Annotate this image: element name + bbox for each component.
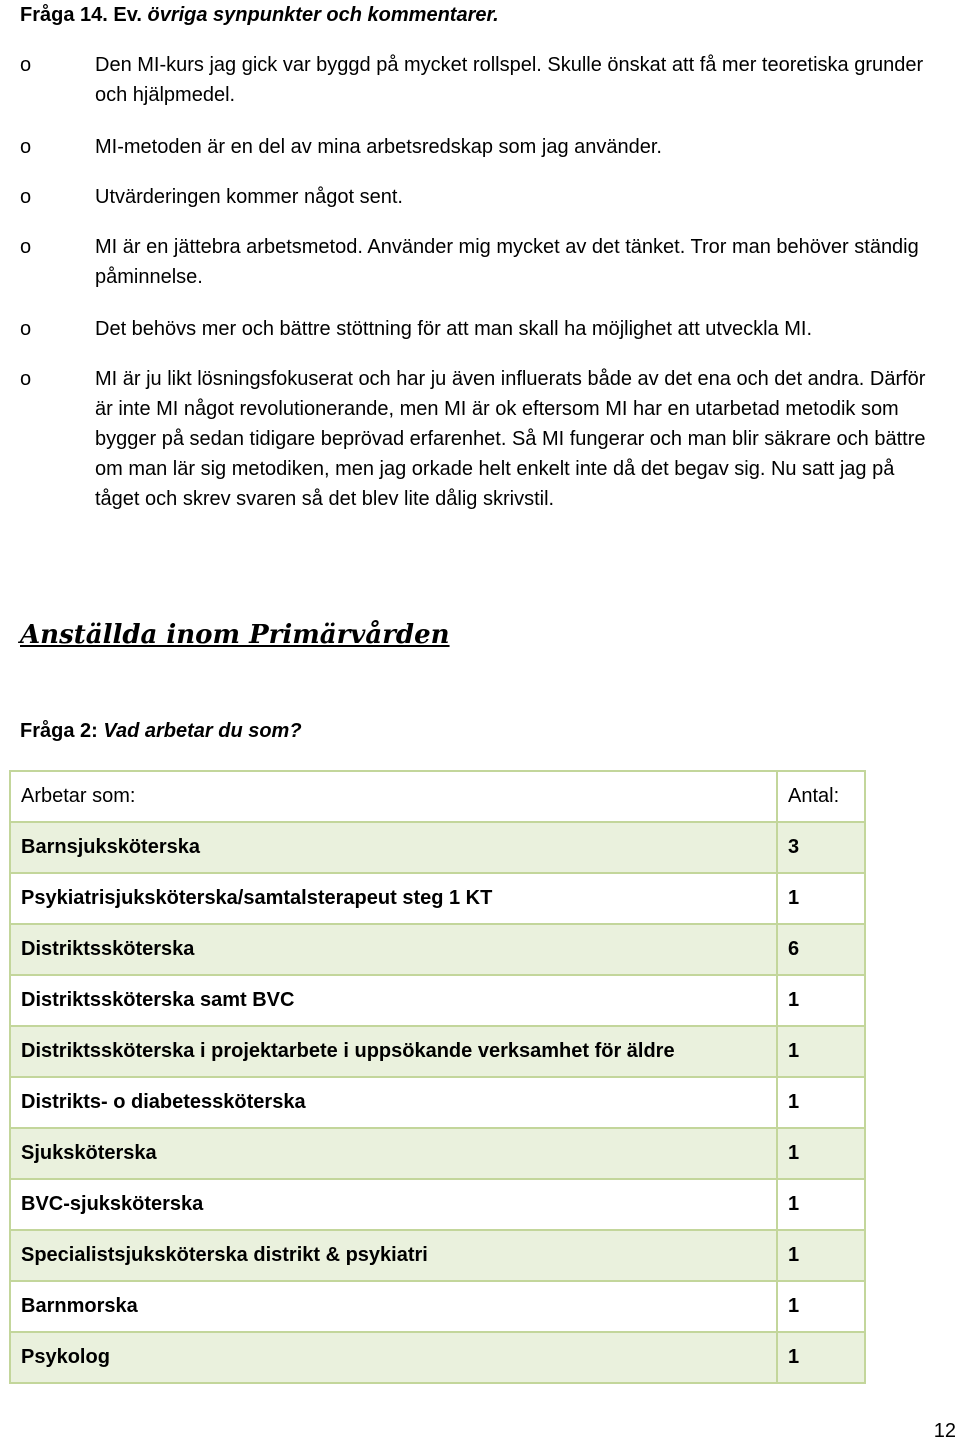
count-cell: 3 [777, 822, 865, 873]
table-row [10, 1077, 865, 1128]
table-header-row [10, 771, 865, 822]
profession-cell: Sjuksköterska [10, 1128, 777, 1179]
table-row [10, 1230, 865, 1281]
profession-cell: Barnmorska [10, 1281, 777, 1332]
count-cell: 6 [777, 924, 865, 975]
comment-text: Utvärderingen kommer något sent. [95, 186, 403, 208]
bullet-icon: o [20, 136, 32, 158]
count-cell: 1 [777, 1281, 865, 1332]
table-row [10, 924, 865, 975]
comment-item [20, 232, 940, 292]
profession-cell: Distriktssköterska [10, 924, 777, 975]
question-14-italic: övriga synpunkter och kommentarer. [147, 4, 499, 26]
profession-cell: Distrikts- o diabetessköterska [10, 1077, 777, 1128]
comment-text: Det behövs mer och bättre stöttning för att man skall ha möjlighet att utveckla MI. [95, 318, 813, 340]
column-header-profession: Arbetar som: [10, 771, 777, 822]
count-cell: 1 [777, 1230, 865, 1281]
table-row [10, 1179, 865, 1230]
comment-item [20, 132, 940, 162]
bullet-icon: o [20, 368, 32, 390]
section-title: Anställda inom Primärvården [20, 620, 450, 650]
comment-item [20, 364, 940, 514]
bullet-icon: o [20, 236, 32, 258]
question-2-heading [20, 720, 302, 743]
table-row [10, 1128, 865, 1179]
question-14-prefix: Fråga 14. Ev. [20, 4, 148, 26]
profession-table [9, 770, 866, 1384]
count-cell: 1 [777, 1179, 865, 1230]
comment-item [20, 314, 940, 344]
table-row [10, 1332, 865, 1383]
count-cell: 1 [777, 1128, 865, 1179]
table-row [10, 873, 865, 924]
question-2-prefix: Fråga 2: [20, 720, 104, 742]
bullet-icon: o [20, 318, 32, 340]
column-header-count: Antal: [777, 771, 865, 822]
comment-list [20, 50, 940, 514]
count-cell: 1 [777, 975, 865, 1026]
question-14-heading [20, 4, 499, 27]
count-cell: 1 [777, 1026, 865, 1077]
profession-cell: Psykiatrisjuksköterska/samtalsterapeut steg 1 KT [10, 873, 777, 924]
comment-text: MI är ju likt lösningsfokuserat och har ju även influerats både av det ena och det andra. Därför är inte MI något revolutionerande, men MI är ok eftersom MI har en utarbetad metodik som bygger på sedan tidigare beprövad erfarenhet. Så MI fungerar och man blir säkrare och bättre om man lär sig metodiken, men jag orkade helt enkelt inte då det begav sig. Nu satt jag på tåget och skrev svaren så det blev lite dålig skrivstil. [95, 368, 926, 510]
profession-cell: Distriktssköterska i projektarbete i uppsökande verksamhet för äldre [10, 1026, 777, 1077]
page-number: 12 [933, 1420, 956, 1442]
table-row [10, 822, 865, 873]
profession-cell: Distriktssköterska samt BVC [10, 975, 777, 1026]
comment-text: MI är en jättebra arbetsmetod. Använder mig mycket av det tänket. Tror man behöver ständig påminnelse. [95, 236, 919, 288]
count-cell: 1 [777, 1332, 865, 1383]
profession-cell: Specialistsjuksköterska distrikt & psykiatri [10, 1230, 777, 1281]
count-cell: 1 [777, 873, 865, 924]
comment-item [20, 182, 940, 212]
comment-item [20, 50, 940, 110]
profession-cell: BVC-sjuksköterska [10, 1179, 777, 1230]
table-row [10, 1281, 865, 1332]
bullet-icon: o [20, 186, 32, 208]
count-cell: 1 [777, 1077, 865, 1128]
table-row [10, 975, 865, 1026]
bullet-icon: o [20, 54, 32, 76]
comment-text: Den MI-kurs jag gick var byggd på mycket rollspel. Skulle önskat att få mer teoretiska grunder och hjälpmedel. [95, 54, 924, 106]
profession-cell: Psykolog [10, 1332, 777, 1383]
table-row [10, 1026, 865, 1077]
comment-text: MI-metoden är en del av mina arbetsredskap som jag använder. [95, 136, 662, 158]
question-2-italic: Vad arbetar du som? [103, 720, 302, 742]
profession-cell: Barnsjuksköterska [10, 822, 777, 873]
